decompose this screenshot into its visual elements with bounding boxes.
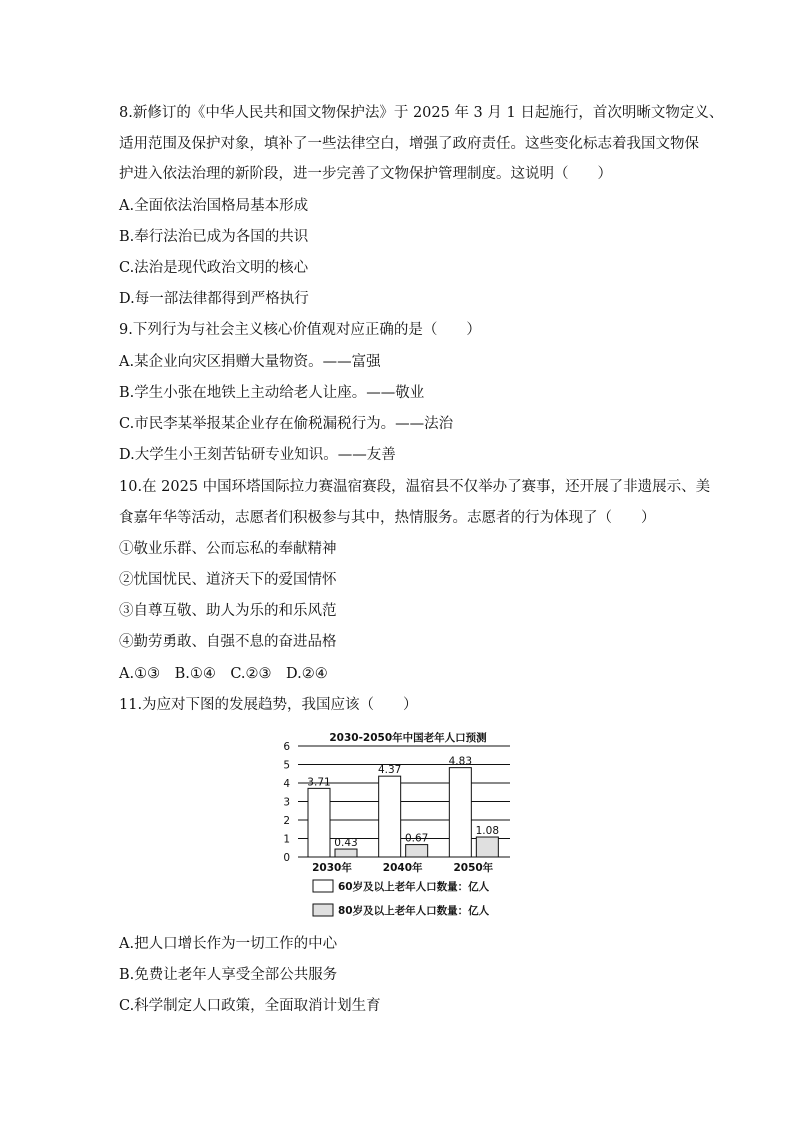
chart-title: 2030-2050年中国老年人口预测 (329, 732, 487, 744)
bar (308, 788, 330, 857)
q11-stem: 11.为应对下图的发展趋势，我国应该（ ） (119, 697, 418, 713)
q8-option-b: B.奉行法治已成为各国的共识 (119, 229, 309, 245)
q11-option-c: C.科学制定人口政策，全面取消计划生育 (119, 998, 381, 1014)
q10-item-4: ④勤劳勇敢、自强不息的奋进品格 (119, 634, 337, 650)
x-tick-label: 2050年 (453, 862, 494, 874)
y-tick-label: 0 (283, 852, 290, 864)
q10-item-3: ③自尊互敬、助人为乐的和乐风范 (119, 603, 337, 619)
data-label: 4.83 (448, 755, 473, 768)
legend-label: 80岁及以上老年人口数量：亿人 (338, 905, 490, 917)
legend-swatch (313, 904, 333, 916)
y-tick-label: 3 (283, 796, 290, 809)
data-label: 0.67 (404, 832, 429, 845)
bar (335, 849, 357, 857)
q9-option-d: D.大学生小王刻苦钻研专业知识。——友善 (119, 447, 396, 463)
q9-option-b: B.学生小张在地铁上主动给老人让座。——敬业 (119, 385, 425, 401)
data-label: 0.43 (334, 837, 358, 850)
elderly-population-chart (280, 728, 520, 923)
x-tick-label: 2030年 (312, 862, 352, 874)
q10-stem-line-2: 食嘉年华等活动，志愿者们积极参与其中，热情服务。志愿者的行为体现了（ ） (119, 510, 656, 526)
q8-stem-line-2: 适用范围及保护对象，填补了一些法律空白，增强了政府责任。这些变化标志着我国文物保 (119, 136, 699, 152)
q8-option-a: A.全面依法治国格局基本形成 (119, 198, 309, 214)
q9-stem: 9.下列行为与社会主义核心价值观对应正确的是（ ） (119, 322, 481, 338)
data-label: 1.08 (475, 825, 500, 838)
data-label: 3.71 (307, 776, 331, 789)
q10-item-2: ②忧国忧民、道济天下的爱国情怀 (119, 572, 337, 588)
chart-svg (280, 728, 520, 923)
bar (449, 768, 471, 857)
bar (476, 837, 498, 857)
bar (406, 845, 428, 857)
bar (379, 776, 401, 857)
y-tick-label: 5 (283, 759, 290, 772)
legend-swatch (313, 880, 333, 892)
legend-label: 60岁及以上老年人口数量：亿人 (338, 881, 490, 893)
x-tick-label: 2040年 (382, 862, 423, 874)
q11-option-b: B.免费让老年人享受全部公共服务 (119, 967, 338, 983)
q8-option-d: D.每一部法律都得到严格执行 (119, 291, 309, 307)
q10-stem-line-1: 10.在 2025 中国环塔国际拉力赛温宿赛段，温宿县不仅举办了赛事，还开展了非遗展示、美 (119, 479, 711, 495)
q10-options: A.①③ B.①④ C.②③ D.②④ (119, 666, 328, 682)
q9-option-c: C.市民李某举报某企业存在偷税漏税行为。——法治 (119, 416, 454, 432)
q8-option-c: C.法治是现代政治文明的核心 (119, 260, 309, 276)
q9-option-a: A.某企业向灾区捐赠大量物资。——富强 (119, 354, 381, 370)
y-tick-label: 1 (283, 833, 290, 846)
q11-option-a: A.把人口增长作为一切工作的中心 (119, 936, 338, 952)
y-tick-label: 4 (283, 778, 290, 790)
y-tick-label: 2 (283, 815, 290, 827)
data-label: 4.37 (377, 764, 402, 777)
q8-stem-line-3: 护进入依法治理的新阶段，进一步完善了文物保护管理制度。这说明（ ） (119, 166, 612, 182)
q10-item-1: ①敬业乐群、公而忘私的奉献精神 (119, 541, 337, 557)
y-tick-label: 6 (283, 741, 290, 753)
q8-stem-line-1: 8.新修订的《中华人民共和国文物保护法》于 2025 年 3 月 1 日起施行，首次明晰文物定义、 (119, 105, 724, 121)
